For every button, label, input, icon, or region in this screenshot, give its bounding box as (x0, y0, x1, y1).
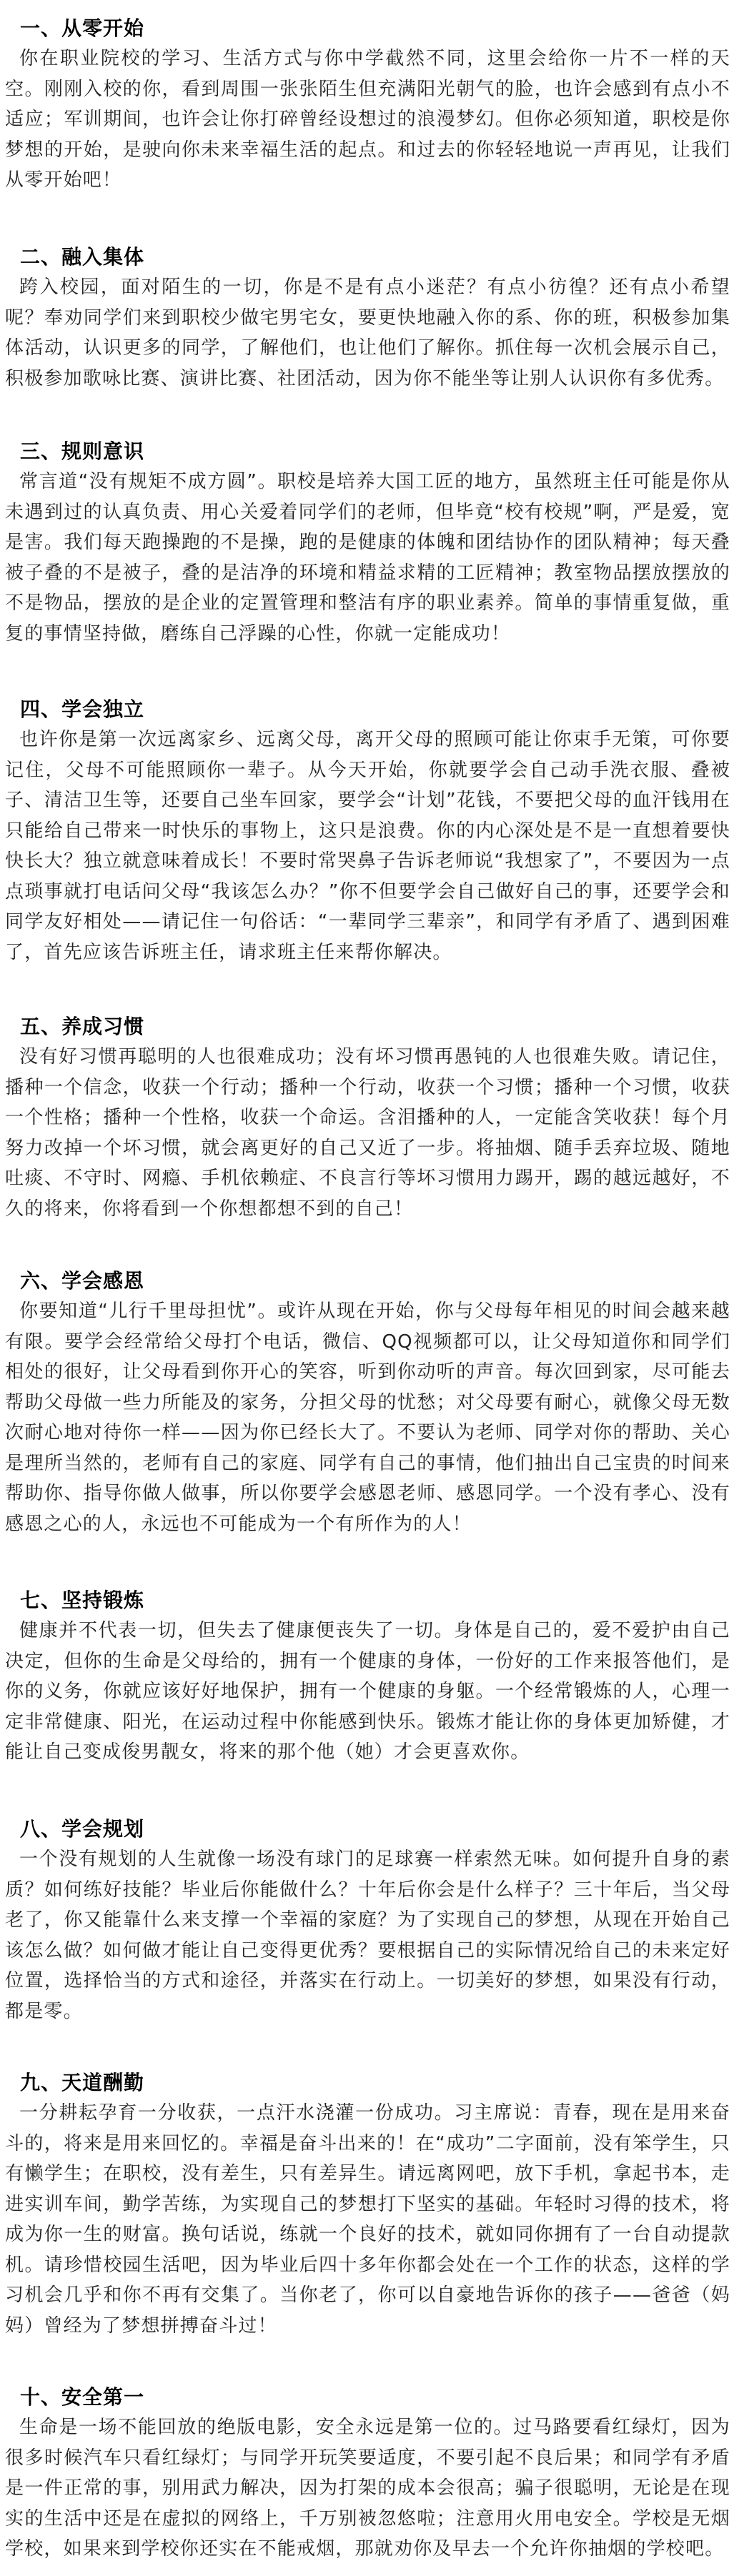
section-habits (0, 1012, 739, 1224)
section-paragraph: 健康并不代表一切，但失去了健康便丧失了一切。身体是自己的，爱不爱护由自己决定，但你的生命是父母给的，拥有一个健康的身体，一份好的工作来报答他们，是你的义务，你就应该好好地保护，拥有一个健康的身躯。一个经常锻炼的人，心理一定非常健康、阳光，在运动过程中你能感到快乐。锻炼才能让你的身体更加矫健，才能让自己变成俊男靓女，将来的那个他（她）才会更喜欢你。 (5, 1620, 730, 1763)
section-safety-first (0, 2382, 739, 2565)
section-paragraph: 也许你是第一次远离家乡、远离父母，离开父母的照顾可能让你束手无策，可你要记住，父母不可能照顾你一辈子。从今天开始，你就要学会自己动手洗衣服、叠被子、清洁卫生等，还要自己坐车回家，要学会“计划”花钱，不要把父母的血汗钱用在只能给自己带来一时快乐的事物上，这只是浪费。你的内心深处是不是一直想着要快快长大？独立就意味着成长！不要时常哭鼻子告诉老师说“我想家了”，不要因为一点点琐事就打电话问父母“我该怎么办？”你不但要学会自己做好自己的事，还要学会和同学友好相处——请记住一句俗话：“一辈同学三辈亲”，和同学有矛盾了、遇到困难了，首先应该告诉班主任，请求班主任来帮你解决。 (5, 729, 730, 963)
section-heading: 一、从零开始 (20, 16, 145, 40)
section-gratitude (0, 1266, 739, 1539)
section-heading: 六、学会感恩 (20, 1269, 145, 1293)
section-join-collective (0, 242, 739, 394)
section-paragraph: 一分耕耘孕育一分收获，一点汗水浇灌一份成功。习主席说：青春，现在是用来奋斗的，将来是用来回忆的。幸福是奋斗出来的！在“成功”二字面前，没有笨学生，只有懒学生；在职校，没有差生，只有差异生。请远离网吧，放下手机，拿起书本，走进实训车间，勤学苦练，为实现自己的梦想打下坚实的基础。年轻时习得的技术，将成为你一生的财富。换句话说，练就一个良好的技术，就如同你拥有了一台自动提款机。请珍惜校园生活吧，因为毕业后四十多年你都会处在一个工作的状态，这样的学习机会几乎和你不再有交集了。当你老了，你可以自豪地告诉你的孩子——爸爸（妈妈）曾经为了梦想拼搏奋斗过！ (5, 2102, 730, 2337)
section-heading: 三、规则意识 (20, 439, 145, 463)
section-planning (0, 1814, 739, 2027)
section-heading: 五、养成习惯 (20, 1015, 145, 1038)
section-exercise (0, 1586, 739, 1768)
section-paragraph: 没有好习惯再聪明的人也很难成功；没有坏习惯再愚钝的人也很难失败。请记住，播种一个信念，收获一个行动；播种一个行动，收获一个习惯；播种一个习惯，收获一个性格；播种一个性格，收获一个命运。含泪播种的人，一定能含笑收获！每个月努力改掉一个坏习惯，就会离更好的自己又近了一步。将抽烟、随手丢弃垃圾、随地吐痰、不守时、网瘾、手机依赖症、不良言行等坏习惯用力踢开，踢的越远越好，不久的将来，你将看到一个你想都想不到的自己！ (5, 1046, 730, 1220)
section-paragraph: 生命是一场不能回放的绝版电影，安全永远是第一位的。过马路要看红绿灯，因为很多时候汽车只看红绿灯；与同学开玩笑要适度，不要引起不良后果；和同学有矛盾是一件正常的事，别用武力解决，因为打架的成本会很高；骗子很聪明，无论是在现实的生活中还是在虚拟的网络上，千万别被忽悠啦；注意用火用电安全。学校是无烟学校，如果来到学校你还实在不能戒烟，那就劝你及早去一个允许你抽烟的学校吧。 (5, 2417, 730, 2560)
section-heading: 七、坚持锻炼 (20, 1588, 145, 1612)
section-heading: 四、学会独立 (20, 697, 145, 721)
section-paragraph: 你要知道“儿行千里母担忧”。或许从现在开始，你与父母每年相见的时间会越来越有限。要学会经常给父母打个电话，微信、QQ视频都可以，让父母知道你和同学们相处的很好，让父母看到你开心的笑容，听到你动听的声音。每次回到家，尽可能去帮助父母做一些力所能及的家务，分担父母的忧愁；对父母要有耐心，就像父母无数次耐心地对待你一样——因为你已经长大了。不要认为老师、同学对你的帮助、关心是理所当然的，老师有自己的家庭、同学有自己的事情，他们抽出自己宝贵的时间来帮助你、指导你做人做事，所以你要学会感恩老师、感恩同学。一个没有孝心、没有感恩之心的人，永远也不可能成为一个有所作为的人！ (5, 1301, 730, 1535)
section-paragraph: 一个没有规划的人生就像一场没有球门的足球赛一样索然无味。如何提升自身的素质？如何练好技能？毕业后你能做什么？十年后你会是什么样子？三十年后，当父母老了，你又能靠什么来支撑一个幸福的家庭？为了实现自己的梦想，从现在开始自己该怎么做？如何做才能让自己变得更优秀？要根据自己的实际情况给自己的未来定好位置，选择恰当的方式和途径，并落实在行动上。一切美好的梦想，如果没有行动，都是零。 (5, 1849, 730, 2022)
section-start-from-zero (0, 14, 739, 196)
section-heading: 二、融入集体 (20, 245, 145, 269)
section-paragraph: 跨入校园，面对陌生的一切，你是不是有点小迷茫？有点小彷徨？还有点小希望呢？奉劝同学们来到职校少做宅男宅女，要更快地融入你的系、你的班，积极参加集体活动，认识更多的同学，了解他们，也让他们了解你。抓住每一次机会展示自己，积极参加歌咏比赛、演讲比赛、社团活动，因为你不能坐等让别人认识你有多优秀。 (5, 277, 730, 389)
section-heading: 十、安全第一 (20, 2385, 145, 2409)
section-rule-awareness (0, 437, 739, 649)
section-heading: 八、学会规划 (20, 1817, 145, 1841)
section-paragraph: 你在职业院校的学习、生活方式与你中学截然不同，这里会给你一片不一样的天空。刚刚入校的你，看到周围一张张陌生但充满阳光朝气的脸，也许会感到有点小不适应；军训期间，也许会让你打碎曾经设想过的浪漫梦幻。但你必须知道，职校是你梦想的开始，是驶向你未来幸福生活的起点。和过去的你轻轻地说一声再见，让我们从零开始吧！ (5, 48, 730, 191)
section-paragraph: 常言道“没有规矩不成方圆”。职校是培养大国工匠的地方，虽然班主任可能是你从未遇到过的认真负责、用心关爱着同学们的老师，但毕竟“校有校规”啊，严是爱，宽是害。我们每天跑操跑的不是操，跑的是健康的体魄和团结协作的团队精神；每天叠被子叠的不是被子，叠的是洁净的环境和精益求精的工匠精神；教室物品摆放摆放的不是物品，摆放的是企业的定置管理和整洁有序的职业素养。简单的事情重复做，重复的事情坚持做，磨练自己浮躁的心性，你就一定能成功！ (5, 471, 730, 645)
section-independence (0, 695, 739, 968)
section-diligence (0, 2068, 739, 2341)
section-heading: 九、天道酬勤 (20, 2071, 145, 2094)
